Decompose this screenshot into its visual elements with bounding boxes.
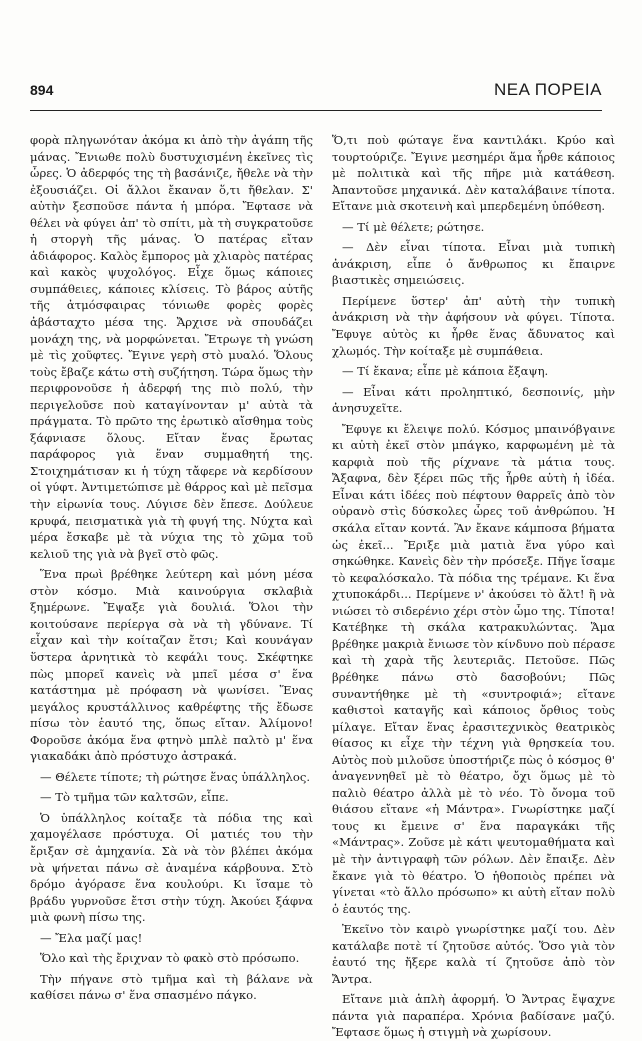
paragraph: Ὅλο καὶ τὴς ἔριχναν τὸ φακὸ στὸ πρόσωπο. xyxy=(40,951,300,966)
paragraph: Ὅ,τι ποὺ φώταγε ἕνα καντιλάκι. Κρύο καὶ τουρτούριζε. Ἔγινε μεσημέρι ἅμα ἦρθε κάποιος μὲ πολιτικὰ καὶ τῆς πῆρε μιὰ κατάθεση. Ἀπαντοῦσε μηχανικά. Δὲν καταλάβαινε τίποτα. Εἴτανε μιὰ σκοτεινὴ καὶ μπερδεμένη ὑπόθεση. xyxy=(332,133,615,214)
paragraph: — Ἔλα μαζί μας! xyxy=(40,930,143,945)
right-text-column xyxy=(332,132,615,1041)
paragraph: Ἔφυγε κι ἔλειψε πολύ. Κόσμος μπαινόβγαινε κι αὐτὴ ἐκεῖ στὸν μπάγκο, καρφωμένη μὲ τὰ καρφιὰ ποὺ τῆς ρίχνανε τὰ μάτια τους. Ἄξαφνα, δὲν ξέρει πῶς τῆς ἦρθε αὐτὴ ἡ ἰδέα. Εἶναι κάτι ἰδέες ποὺ πέφτουν θαρρεῖς ἀπὸ τὸν οὐρανὸ στὶς δύσκολες ὧρες τοῦ ἀνθρώπου. Ἡ σκάλα εἴταν κοντά. Ἂν ἔκανε κάμποσα βήματα ὡς ἐκεῖ... Ἔριξε μιὰ ματιὰ ἕνα γύρο καὶ σηκώθηκε. Κανεὶς δὲν τὴν πρόσεξε. Πῆγε ἴσαμε τὸ κεφαλόσκαλο. Τὰ πόδια της τρέμανε. Κι ἕνα χτυποκάρδι... Περίμενε ν' ἀκούσει τὸ ἄλτ! ἢ νὰ νιώσει τὸ σιδερένιο χέρι στὸν ὦμο της. Τίποτα! Κατέβηκε τὴ σκάλα κατρακυλώντας. Ἅμα βρέθηκε μακριὰ ἔνιωσε τὸν κίνδυνο ποὺ πέρασε καὶ τὴ χαρὰ τῆς λευτεριᾶς. Πετοῦσε. Πῶς βρέθηκε πάνω στὸ δασοβούνι; Πῶς συναντήθηκε μὲ τὴ «συντροφιά»; εἴτανε καθιστοὶ καταγῆς καὶ κάποιος ὄρθιος τοὺς μίλαγε. Εἴταν ἕνας ἐρασιτεχνικὸς θεατρικὸς θίασος κι εἶχε τὴν τέχνη γιὰ θρησκεία του. Αὐτὸς ποὺ μιλοῦσε ὑποστήριζε πὼς ὁ κόσμος θ' ἀναγεννηθεῖ μὲ τὸ θέατρο, ὄχι ὅμως μὲ τὸ παλιὸ θέατρο ἀλλὰ μὲ τὸ νέο. Τὸ ὄνομα τοῦ θιάσου εἴτανε «ἡ Μάντρα». Γνωρίστηκε μαζί τους κι ἔμεινε σ' ἕνα παραγκάκι τῆς «Μάντρας». Ζοῦσε μὲ κάτι ψευτομαθήματα καὶ μὲ τὴν ἀντιγραφὴ τῶν ρόλων. Δὲν ἔπαιξε. Δὲν ἔκανε γιὰ τὸ θέατρο. Ὁ ἡθοποιὸς πρέπει νὰ γίνεται «τὸ ἄλλο πρόσωπο» κι αὐτὴ εἴταν πολὺ ὁ ἑαυτός της. xyxy=(332,421,615,916)
paragraph: Τὴν πήγανε στὸ τμῆμα καὶ τὴ βάλανε νὰ καθίσει πάνω σ' ἕνα σπασμένο πάγκο. xyxy=(30,971,313,1003)
paragraph: Ἕνα πρωὶ βρέθηκε λεύτερη καὶ μόνη μέσα στὸν κόσμο. Μιὰ καινούργια σκλαβιὰ ξημέρωνε. Ἔψαξε γιὰ δουλιά. Ὅλοι τὴν κοιτούσανε περίεργα σὰ νὰ τὴ γδύνανε. Τί εἶχαν καὶ τὴν κοίταζαν ἔτσι; Καὶ κουνάγαν ὕστερα ἀρνητικὰ τὸ κεφάλι τους. Σκέφτηκε πὼς μπορεῖ κανεὶς νὰ μπεῖ μέσα σ' ἕνα κατάστημα μὲ πρόφαση νὰ ψωνίσει. Ἕνας μεγάλος κρυστάλλινος καθρέφτης τῆς ἔδωσε πίσω τὸν ἑαυτό της, ὅπως εἴταν. Ἀλίμονο! Φοροῦσε ἀκόμα ἕνα φτηνὸ μπλὲ παλτὸ μ' ἕνα γιακαδάκι ἀπὸ πρόστυχο ἀστρακά. xyxy=(30,567,313,764)
paragraph: — Εἶναι κάτι προληπτικό, δεσποινίς, μὴν ἀνησυχεῖτε. xyxy=(332,384,615,416)
header-rule xyxy=(30,110,602,111)
paragraph: Ὁ ὑπάλληλος κοίταξε τὰ πόδια της καὶ χαμογέλασε πρόστυχα. Οἱ ματιές του τὴν ἔριξαν σὲ ἀμηχανία. Σὰ νὰ τὸν βλέπει ἀκόμα νὰ ψήνεται πάνω σὲ ἀναμένα κάρβουνα. Στὸ δρόμο ἀγόρασε ἕνα κουλούρι. Κι ἴσαμε τὸ βράδυ γυρνοῦσε ἔτσι στὴν τύχη. Ἀκούει ξάφνα μιὰ φωνὴ πίσω της. xyxy=(30,810,313,925)
paragraph: — Τὸ τμῆμα τῶν καλτσῶν, εἶπε. xyxy=(40,790,229,805)
paragraph: — Δὲν εἶναι τίποτα. Εἶναι μιὰ τυπικὴ ἀνάκριση, εἶπε ὁ ἄνθρωπος κι ἔπαιρνε βιαστικὲς σημειώσεις. xyxy=(332,240,615,288)
paragraph: — Τί μὲ θέλετε; ρώτησε. xyxy=(342,219,485,234)
page-number: 894 xyxy=(30,82,54,98)
left-text-column xyxy=(30,132,313,1004)
paragraph: Περίμενε ὕστερ' ἀπ' αὐτὴ τὴν τυπικὴ ἀνάκριση νὰ τὴν ἀφήσουν νὰ φύγει. Τίποτα. Ἔφυγε αὐτὸς κι ἦρθε ἕνας ἄδυνατος καὶ χλωμός. Τὴν κοίταξε μὲ συμπάθεια. xyxy=(332,293,615,358)
running-title: ΝΕΑ ΠΟΡΕΙΑ xyxy=(494,80,602,99)
paragraph: — Τί ἔκανα; εἶπε μὲ κάποια ἔξαψη. xyxy=(342,364,549,379)
paragraph: Ἐκεῖνο τὸν καιρὸ γνωρίστηκε μαζί του. Δὲν κατάλαβε ποτὲ τί ζητοῦσε αὐτός. Ὅσο γιὰ τὸν ἑαυτό της ἤξερε καλὰ τί ζητοῦσε ἀπὸ τὸν Ἄντρα. xyxy=(332,922,615,986)
paragraph: Εἴτανε μιὰ ἁπλὴ ἀφορμή. Ὁ Ἄντρας ἔψαχνε πάντα γιὰ παραπέρα. Χρόνια βαδίσανε μαζύ. Ἔφτασε ὅμως ἡ στιγμὴ νὰ χωρίσουν. xyxy=(332,992,615,1040)
paragraph: — Θέλετε τίποτε; τὴ ρώτησε ἕνας ὑπάλληλος. xyxy=(40,769,311,784)
paragraph: φορὰ πληγωνόταν ἀκόμα κι ἀπὸ τὴν ἀγάπη τῆς μάνας. Ἔνιωθε πολὺ δυστυχισμένη ἐκεῖνες τὶς ὧρες. Ὁ ἀδερφός της τὴ βασάνιζε, ἤθελε νὰ τὴν ἐξουσιάζει. Οἱ ἄλλοι ἔκαναν ὅ,τι ἤθελαν. Σ' αὐτὴν ξεσποῦσε πάντα ἡ μπόρα. Ἔφτασε νὰ θέλει νὰ φύγει ἀπ' τὸ σπίτι, μὰ τὴ συγκρατοῦσε ἡ στοργὴ τῆς μάνας. Ὁ πατέρας εἴταν ἀδιάφορος. Καλὸς ἔμπορος μὰ χλιαρὸς πατέρας καὶ κακὸς ψυχολόγος. Εἶχε ὅμως κάποιες συμπάθειες, κάποιες κλίσεις. Τὸ βάρος αὐτῆς τῆς ἀτμόσφαιρας τόνιωθε φορὲς φορὲς ἀβάσταχτο μέσα της. Ἄρχισε νὰ σπουδάζει μονάχη της, νὰ μορφώνεται. Ἔτρωγε τὴ γνώση μὲ τὶς χοῦφτες. Ἔγινε γερὴ στὸ μυαλό. Ὅλους τοὺς ἔβαζε κάτω στὴ συζήτηση. Τώρα ὅμως τὴν περιφρονοῦσε ἡ ἀδερφή της πιὸ πολύ, τὴν περιγελοῦσε ποὺ καταγίνονταν μ' αὐτὰ τὰ πράγματα. Τὸ πρῶτο της ἐρωτικὸ αἴσθημα τοὺς ξάφνιασε ὅλους. Εἴταν ἕνας ἔρωτας παράφορος γιὰ ἕναν συμμαθητή της. Στοιχημάτισαν κι ἡ τύχη τἄφερε νὰ κερδίσουν οἱ γύφτ. Ἀντιμετώπισε μὲ θάρρος καὶ μὲ πεῖσμα τὴν εἰρωνία τους. Λύγισε δὲν ἔπεσε. Δούλευε κρυφά, πεισματικὰ γιὰ τὴ φυγή της. Νύχτα καὶ μέρα ἔσκαβε μὲ τὰ νύχια της τὸ χῶμα τοῦ κελιοῦ της γιὰ νὰ βγεῖ στὸ φῶς. xyxy=(30,133,313,561)
page-header xyxy=(30,80,602,102)
